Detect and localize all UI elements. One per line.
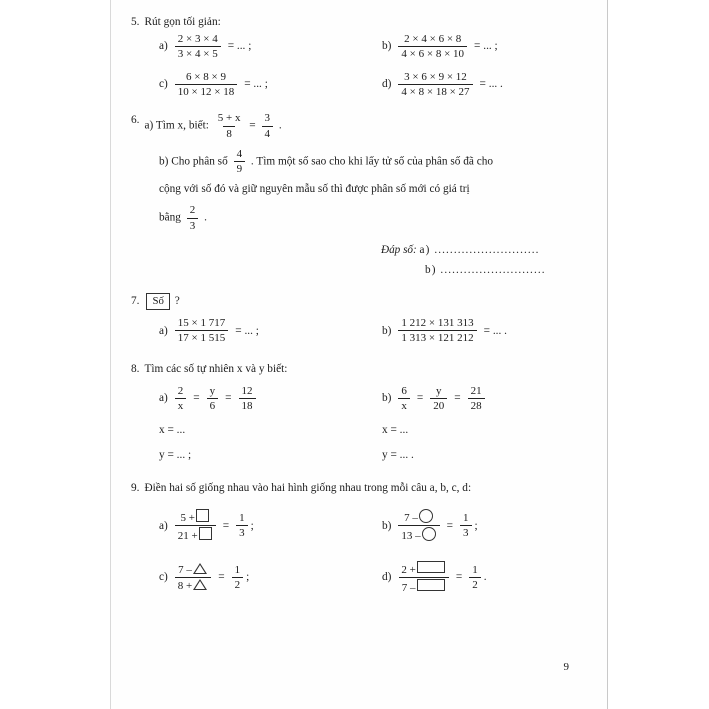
fraction-denominator: 4 × 6 × 8 × 10 [398,46,467,60]
exercise-6b-text-2: . Tìm một số sao cho khi lấy tử số của phân số đã cho [250,155,494,168]
boxed-label-so: Số [146,293,169,311]
denominator-text: 7 – [401,582,416,595]
exercise-9-row-2 [131,561,589,595]
fraction-denominator: 10 × 12 × 18 [175,84,237,98]
fraction-numerator: 2 [189,204,196,217]
exercise-6 [131,112,589,278]
empty-triangle-icon[interactable] [193,579,207,590]
item-label-a: a) [159,519,168,532]
trailing-punct: ; [246,571,250,584]
fraction-denominator: 3 [236,525,248,539]
exercise-8-title: Tìm các số tự nhiên x và y biết: [144,362,288,375]
exercise-8-item-b [360,385,589,413]
exercise-8 [131,361,589,464]
fraction-denominator: 3 [187,218,199,232]
item-label-a: a) [159,392,168,405]
fraction-8b-1 [398,385,410,413]
item-label-a: a) [159,324,168,337]
fraction-7a [175,317,228,345]
empty-circle-icon[interactable] [422,527,436,541]
spacer [131,104,589,112]
fraction-denominator [399,577,449,594]
item-label-c: c) [159,571,168,584]
fraction-6a-right [262,112,274,140]
fraction-numerator: 1 212 × 131 313 [401,317,474,330]
numerator-text: 2 + [401,563,416,576]
exercise-5-row-2 [131,71,589,99]
empty-circle-icon[interactable] [419,509,433,523]
exercise-6-part-a [144,112,589,140]
exercise-6-part-b [131,148,589,232]
fraction-numerator: 12 [241,384,253,397]
equals-sign: = [218,571,225,584]
exercise-9-title: Điền hai số giống nhau vào hai hình giống nhau trong mỗi câu a, b, c, d: [144,482,472,495]
equals-sign: = [249,119,256,132]
exercise-6b-text-5: . [204,211,207,224]
fraction-denominator: 3 [460,525,472,539]
fraction-numerator: 5 + x [217,112,241,125]
spacer [131,543,589,561]
fraction-9d-result [469,564,481,592]
exercise-6b-text-1: b) Cho phân số [159,155,228,168]
answer-label: Đáp số: [381,244,417,256]
exercise-9-item-c [131,561,360,595]
result-7a: = ... ; [235,324,259,337]
exercise-6b-line-2: cộng với số đó và giữ nguyên mẫu số thì được phân số mới có giá trị [159,183,470,196]
exercise-7-title [144,293,589,311]
spacer [131,351,589,361]
exercise-9-row-1 [131,509,589,543]
fraction-denominator: 18 [239,398,256,412]
answer-line-a [381,242,589,259]
fraction-numerator: 6 × 8 × 9 [186,70,226,83]
exercise-5-title: Rút gọn tối giản: [144,16,221,28]
fraction-8a-1 [175,385,187,413]
exercise-7-item-a [131,317,360,345]
fraction-numerator: 2 [177,384,184,397]
spacer [131,61,589,71]
fraction-numerator: 2 × 4 × 6 × 8 [404,32,462,45]
answer-line-b [381,262,589,279]
exercise-9-number: 9. [131,482,140,495]
spacer [131,285,589,293]
fraction-numerator: y [436,384,442,397]
exercise-8a-x[interactable]: x = ... [159,424,186,437]
fraction-5a [175,33,221,61]
item-label-b: b) [382,392,392,405]
equals-sign: = [416,392,424,405]
equals-sign: = [225,392,232,405]
result-5d: = ... . [479,77,503,90]
fraction-numerator: 2 × 3 × 4 [177,32,218,45]
denominator-text: 21 + [177,530,198,543]
exercise-7-heading [131,293,589,311]
equals-sign: = [222,519,230,532]
equals-sign: = [193,392,200,405]
spacer [131,470,589,480]
exercise-9-item-b [360,509,589,543]
fraction-8b-2 [430,385,447,413]
page-number: 9 [563,661,569,673]
fraction-denominator: 9 [234,161,246,175]
fraction-9c [175,563,211,593]
item-label-b: b) [382,324,392,337]
fraction-8a-3 [239,385,256,413]
fraction-numerator: 21 [470,384,482,397]
exercise-5-item-b [360,33,589,61]
exercise-8-number: 8. [131,362,140,375]
fraction-6b [234,148,246,176]
numerator-text: 7 – [404,512,418,525]
fraction-8a-2 [207,385,219,413]
answer-blank-b[interactable]: b) ........................... [425,263,546,276]
empty-bar-icon[interactable] [417,561,445,573]
numerator-text: 7 – [178,563,192,576]
exercise-6b-text-4: bằng [159,211,181,224]
numerator-text: 5 + [180,512,195,525]
fraction-denominator: 8 [223,126,235,140]
empty-triangle-icon[interactable] [193,563,207,574]
fraction-denominator: 6 [207,398,219,412]
page-content [131,14,589,600]
fraction-denominator: x [398,398,410,412]
exercise-8b-y[interactable]: y = ... . [382,449,414,462]
exercise-6-number: 6. [131,114,140,127]
exercise-8-row-1 [131,385,589,413]
fraction-numerator: 3 × 6 × 9 × 12 [404,70,467,83]
fraction-denominator: 28 [468,398,485,412]
exercise-6b-line-1 [159,148,585,176]
empty-bar-icon[interactable] [417,579,445,591]
exercise-9-heading [131,480,589,497]
exercise-6-answers [131,242,589,279]
empty-square-icon[interactable] [196,509,209,522]
fraction-denominator: 20 [430,398,447,412]
spacer [131,499,589,509]
result-5c: = ... ; [244,77,268,90]
fraction-numerator [175,563,211,577]
result-7b: = ... . [483,324,507,337]
exercise-8-heading [131,361,589,378]
fraction-9c-result [232,564,244,592]
fraction-denominator [175,525,216,542]
fraction-denominator: 4 × 8 × 18 × 27 [398,84,472,98]
fraction-denominator [175,577,211,592]
exercise-8-y-line [131,447,589,464]
exercise-5 [131,14,589,98]
fraction-5c [175,71,237,99]
fraction-numerator: 1 [239,512,245,525]
exercise-7 [131,293,589,345]
exercise-6-heading [131,112,589,140]
fraction-numerator: 6 [401,384,407,397]
item-label-d: d) [382,77,392,90]
fraction-numerator: 3 [264,112,270,125]
exercise-6b-line-3 [159,204,585,232]
exercise-9-item-d [360,561,589,595]
equals-sign: = [455,571,463,584]
period: . [278,119,282,132]
exercise-8-item-a [131,385,360,413]
fraction-numerator [401,509,437,525]
fraction-9a [175,509,216,543]
fraction-denominator: 3 × 4 × 5 [175,46,221,60]
exercise-9-item-a [131,509,360,543]
fraction-5b [398,33,467,61]
fraction-numerator [398,561,448,577]
exercise-7-number: 7. [131,294,140,307]
exercise-9 [131,480,589,594]
page-right-rule [607,0,608,709]
fraction-9a-result [236,512,248,540]
item-label-b: b) [382,40,392,53]
fraction-denominator: x [175,398,187,412]
exercise-8b-x[interactable]: x = ... [382,424,409,437]
fraction-9d [398,561,448,595]
fraction-numerator: 4 [236,147,243,160]
exercise-7-row-1 [131,317,589,345]
fraction-denominator: 1 313 × 121 212 [398,330,476,344]
exercise-5-item-d [360,71,589,99]
item-label-b: b) [382,519,392,532]
trailing-punct: ; [474,519,478,532]
trailing-punct: . [483,571,487,584]
fraction-6a-left [215,112,244,140]
exercise-5-heading [131,14,589,31]
fraction-numerator: y [209,384,216,397]
fraction-9b-result [460,512,472,540]
item-label-d: d) [382,571,392,584]
exercise-5-number: 5. [131,16,140,28]
empty-square-icon[interactable] [199,527,212,540]
item-label-a: a) [159,40,168,53]
equals-sign: = [446,519,454,532]
trailing-punct: ; [250,519,254,532]
fraction-denominator: 2 [232,577,244,591]
denominator-text: 13 – [401,530,421,543]
exercise-5-row-1 [131,33,589,61]
fraction-numerator: 1 [463,512,469,525]
result-5a: = ... ; [227,40,252,53]
equals-sign: = [454,392,461,405]
denominator-text: 8 + [177,580,193,593]
fraction-9b [398,509,439,543]
page-sheet [111,0,607,709]
fraction-denominator [398,525,439,542]
fraction-numerator: 15 × 1 717 [177,317,226,330]
fraction-6b-2 [187,204,199,232]
question-mark: ? [174,294,180,307]
fraction-7b [398,317,476,345]
answer-blank-a[interactable]: a) ........................... [419,244,540,256]
fraction-8b-3 [468,385,485,413]
exercise-7-item-b [360,317,589,345]
fraction-5d [398,71,472,99]
exercise-5-item-a [131,33,360,61]
fraction-numerator: 1 [234,563,241,576]
exercise-8-x-line [131,422,589,439]
fraction-denominator: 4 [262,126,274,140]
exercise-6a-text: a) Tìm x, biết: [144,119,209,132]
fraction-denominator: 2 [469,577,481,591]
exercise-8a-y[interactable]: y = ... ; [159,449,192,462]
result-5b: = ... ; [474,40,498,53]
item-label-c: c) [159,77,168,90]
fraction-denominator: 17 × 1 515 [175,330,228,344]
fraction-numerator [178,509,213,525]
fraction-numerator: 1 [472,563,478,576]
exercise-5-item-c [131,71,360,99]
